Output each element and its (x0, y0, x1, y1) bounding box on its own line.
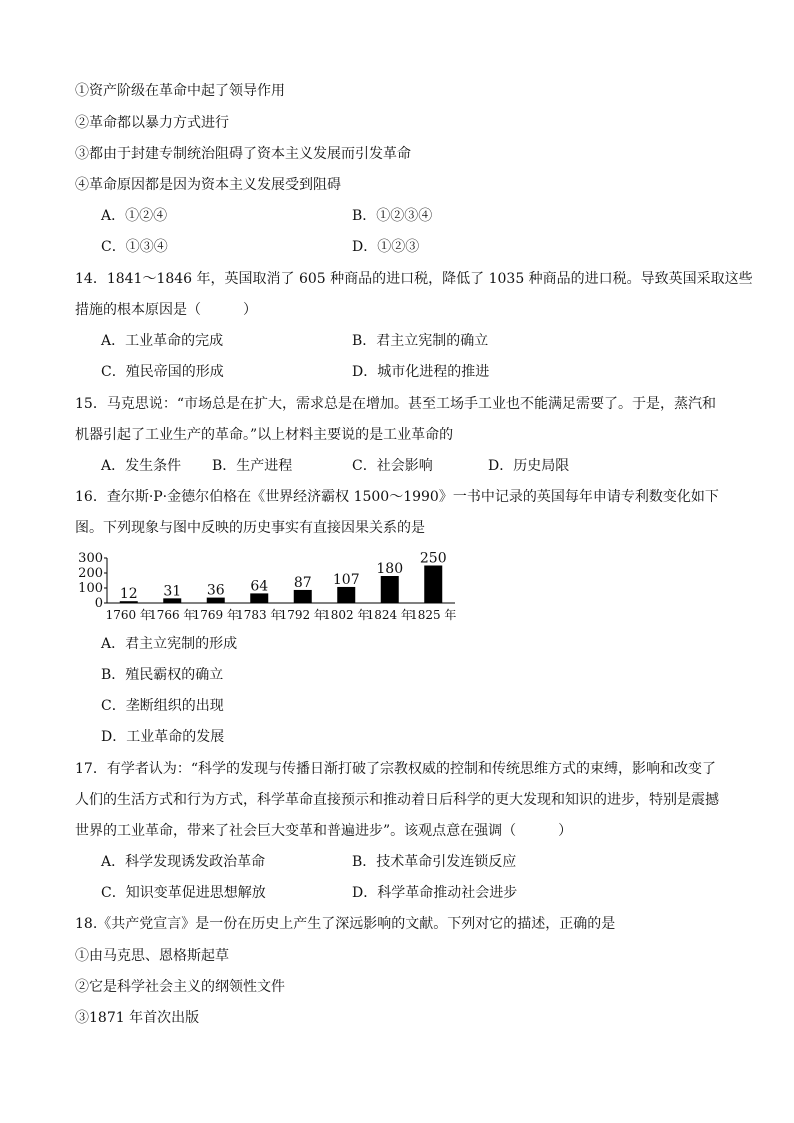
bar-value-label: 180 (376, 561, 404, 577)
q17-option-b[interactable]: B．技术革命引发连锁反应 (352, 854, 517, 870)
q17-option-d[interactable]: D．科学革命推动社会进步 (352, 885, 518, 901)
x-tick-label: 1802 年 (323, 608, 370, 622)
q17-option-c[interactable]: C．知识变革促进思想解放 (101, 885, 266, 901)
patent-bar-chart (75, 548, 460, 626)
q14-option-a[interactable]: A．工业革命的完成 (101, 333, 224, 349)
statement-2: ②革命都以暴力方式进行 (75, 115, 229, 131)
bar-value-label: 31 (163, 583, 182, 600)
q13-option-d[interactable]: D．①②③ (352, 239, 420, 255)
y-tick-label: 300 (78, 551, 103, 566)
bar-value-label: 107 (332, 571, 360, 588)
bar-value-label: 36 (206, 582, 225, 599)
q16-option-c[interactable]: C．垄断组织的出现 (101, 698, 224, 714)
bar-value-label: 250 (419, 550, 447, 567)
x-tick-label: 1766 年 (149, 608, 196, 622)
q16-stem-line2: 图。下列现象与图中反映的历史事实有直接因果关系的是 (75, 520, 425, 536)
y-tick-label: 0 (94, 596, 103, 611)
q13-option-b[interactable]: B．①②③④ (352, 208, 433, 224)
x-tick-label: 1783 年 (236, 608, 283, 622)
bar (337, 587, 355, 603)
bar (424, 566, 442, 604)
x-tick-label: 1769 年 (192, 608, 239, 622)
q16-option-b[interactable]: B．殖民霸权的确立 (101, 667, 224, 683)
bar (381, 576, 399, 603)
x-tick-label: 1824 年 (366, 608, 413, 622)
q15-option-a[interactable]: A．发生条件 (101, 458, 182, 474)
x-tick-label: 1792 年 (279, 608, 326, 622)
q16-option-a[interactable]: A．君主立宪制的形成 (101, 636, 238, 652)
x-tick-label: 1825 年 (410, 608, 457, 622)
q14-option-b[interactable]: B．君主立宪制的确立 (352, 333, 489, 349)
bars (120, 551, 447, 604)
q17-stem-line3: 世界的工业革命，带来了社会巨大变革和普遍进步”。该观点意在强调（ ） (75, 823, 573, 839)
statement-4: ④革命原因都是因为资本主义发展受到阻碍 (75, 177, 341, 193)
bar-value-label: 64 (250, 578, 269, 595)
q14-stem-line2: 措施的根本原因是（ ） (75, 302, 257, 318)
q16-stem-line1: 16．查尔斯·P·金德尔伯格在《世界经济霸权 1500～1990》一书中记录的英国每年申请专利数变化如下 (75, 489, 719, 505)
q18-statement-1: ①由马克思、恩格斯起草 (75, 948, 229, 964)
q18-statement-3: ③1871 年首次出版 (75, 1010, 200, 1026)
bar (294, 590, 312, 603)
q15-option-d[interactable]: D．历史局限 (488, 458, 570, 474)
q13-option-c[interactable]: C．①③④ (101, 239, 168, 255)
q18-statement-2: ②它是科学社会主义的纲领性文件 (75, 979, 285, 995)
x-tick-label: 1760 年 (105, 608, 152, 622)
bar-value-label: 12 (119, 586, 138, 603)
q15-option-b[interactable]: B．生产进程 (212, 458, 293, 474)
bar-value-label: 87 (293, 574, 312, 591)
x-axis-labels (106, 607, 457, 622)
y-tick-label: 100 (78, 581, 103, 596)
q17-stem-line1: 17．有学者认为：“科学的发现与传播日渐打破了宗教权威的控制和传统思维方式的束缚，影响和改变了 (75, 761, 716, 777)
q15-stem-line2: 机器引起了工业生产的革命。”以上材料主要说的是工业革命的 (75, 427, 454, 443)
q17-stem-line2: 人们的生活方式和行为方式，科学革命直接预示和推动着日后科学的更大发现和知识的进步，特别是震撼 (75, 792, 719, 808)
q13-option-a[interactable]: A．①②④ (101, 208, 168, 224)
q16-option-d[interactable]: D．工业革命的发展 (101, 729, 225, 745)
q17-option-a[interactable]: A．科学发现诱发政治革命 (101, 854, 266, 870)
q14-option-c[interactable]: C．殖民帝国的形成 (101, 364, 224, 380)
bar (250, 593, 268, 603)
y-tick-label: 200 (78, 566, 103, 581)
q14-stem-line1: 14．1841～1846 年，英国取消了 605 种商品的进口税，降低了 1035 种商品的进口税。导致英国采取这些 (75, 271, 753, 287)
statement-3: ③都由于封建专制统治阻碍了资本主义发展而引发革命 (75, 146, 411, 162)
statement-1: ①资产阶级在革命中起了领导作用 (75, 83, 285, 99)
q15-stem-line1: 15．马克思说：“市场总是在扩大，需求总是在增加。甚至工场手工业也不能满足需要了。于是，蒸汽和 (75, 396, 716, 412)
q18-stem: 18.《共产党宣言》是一份在历史上产生了深远影响的文献。下列对它的描述，正确的是 (75, 916, 616, 932)
q14-option-d[interactable]: D．城市化进程的推进 (352, 364, 490, 380)
q15-option-c[interactable]: C．社会影响 (352, 458, 433, 474)
